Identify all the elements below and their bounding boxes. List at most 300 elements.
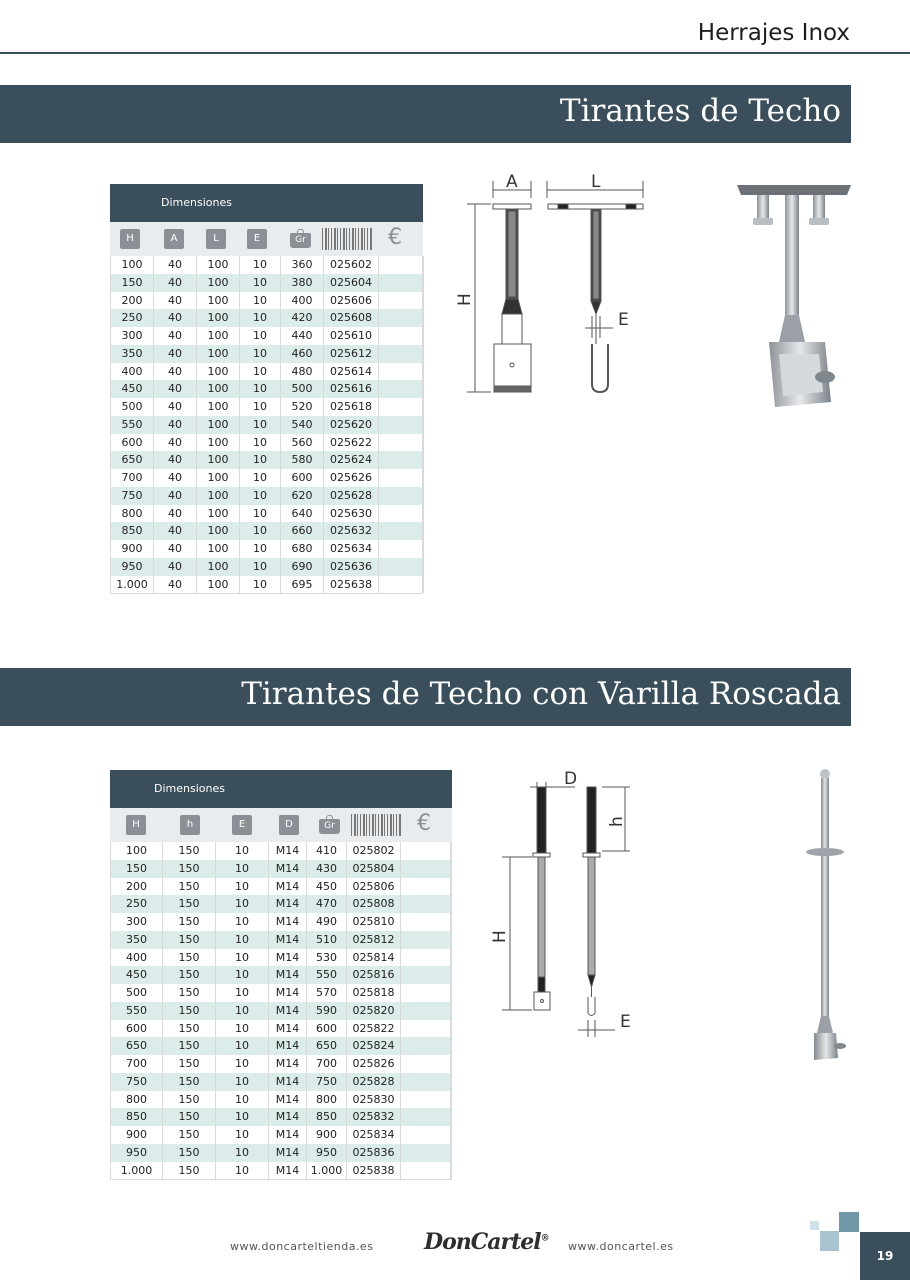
table-cell: 10 (216, 878, 269, 896)
table-cell: 10 (240, 398, 281, 416)
table-row (111, 984, 451, 1002)
price-cell (379, 451, 424, 469)
table-cell: 10 (240, 558, 281, 576)
table-cell: 40 (154, 505, 197, 523)
table-cell: M14 (269, 913, 307, 931)
section-banner-1 (0, 85, 851, 143)
table-cell: 470 (307, 895, 347, 913)
table-row (111, 1126, 451, 1144)
table-row (111, 878, 451, 896)
table-cell: 150 (163, 931, 216, 949)
table-cell: 025820 (347, 1002, 401, 1020)
table-cell: 40 (154, 416, 197, 434)
table-cell: M14 (269, 931, 307, 949)
table-cell: 025606 (324, 292, 379, 310)
table-cell: 550 (111, 416, 154, 434)
euro-icon: € (388, 225, 402, 250)
table-row (111, 860, 451, 878)
table-cell: 10 (216, 1108, 269, 1126)
table-cell: 10 (216, 1020, 269, 1038)
table-cell: M14 (269, 895, 307, 913)
table-cell: 10 (240, 309, 281, 327)
table-row (111, 1037, 451, 1055)
table-cell: 650 (111, 1037, 163, 1055)
table-row (111, 416, 422, 434)
table-cell: 600 (281, 469, 324, 487)
table-cell: 660 (281, 522, 324, 540)
table-cell: 40 (154, 558, 197, 576)
table-cell: 530 (307, 949, 347, 967)
price-cell (401, 1091, 451, 1109)
table-cell: 10 (216, 931, 269, 949)
table-cell: 025806 (347, 878, 401, 896)
table-cell: 900 (111, 1126, 163, 1144)
table-cell: M14 (269, 984, 307, 1002)
table-row (111, 469, 422, 487)
table-cell: 500 (111, 398, 154, 416)
price-cell (401, 984, 451, 1002)
table-cell: 10 (240, 345, 281, 363)
decor-square (820, 1231, 839, 1251)
table-cell: M14 (269, 1020, 307, 1038)
table-cell: 025634 (324, 540, 379, 558)
table-cell: 10 (216, 984, 269, 1002)
table-cell: 430 (307, 860, 347, 878)
table-cell: 100 (197, 416, 240, 434)
euro-icon: € (417, 811, 431, 836)
table-cell: 1.000 (111, 576, 154, 594)
table-cell: 10 (216, 895, 269, 913)
table-cell: 025604 (324, 274, 379, 292)
table-cell: 690 (281, 558, 324, 576)
table-cell: 025626 (324, 469, 379, 487)
table-cell: 10 (216, 1126, 269, 1144)
table-cell: 10 (216, 1162, 269, 1180)
table-row (111, 1073, 451, 1091)
table-cell: 025622 (324, 434, 379, 452)
dimension-label-h-small: h (607, 816, 627, 827)
column-icons-row (110, 808, 452, 842)
table-cell: 025624 (324, 451, 379, 469)
table-cell: 025636 (324, 558, 379, 576)
table-cell: 100 (111, 842, 163, 860)
table-cell: 10 (240, 451, 281, 469)
price-cell (379, 398, 424, 416)
table-cell: 100 (197, 274, 240, 292)
table-row (111, 1144, 451, 1162)
table-row (111, 309, 422, 327)
table-cell: 700 (111, 469, 154, 487)
table-row (111, 380, 422, 398)
table-cell: 025612 (324, 345, 379, 363)
table-cell: 500 (111, 984, 163, 1002)
table-cell: 025834 (347, 1126, 401, 1144)
price-cell (401, 1020, 451, 1038)
table-cell: 40 (154, 292, 197, 310)
table-cell: M14 (269, 1162, 307, 1180)
footer-link-tienda[interactable]: www.doncarteltienda.es (230, 1240, 374, 1253)
table-cell: 150 (163, 1002, 216, 1020)
table-row (111, 327, 422, 345)
table-row (111, 931, 451, 949)
table-cell: 600 (307, 1020, 347, 1038)
table-cell: 025614 (324, 363, 379, 381)
table-row (111, 1162, 451, 1180)
table-cell: 100 (197, 256, 240, 274)
table-cell: 025610 (324, 327, 379, 345)
table-cell: 40 (154, 469, 197, 487)
dimension-label-d: D (564, 769, 578, 789)
price-cell (379, 309, 424, 327)
table-cell: 100 (197, 309, 240, 327)
table-cell: 100 (111, 256, 154, 274)
table-cell: 100 (197, 327, 240, 345)
table-cell: 410 (307, 842, 347, 860)
column-icon-e: E (247, 229, 267, 249)
price-cell (401, 1144, 451, 1162)
table-cell: 025832 (347, 1108, 401, 1126)
table-row (111, 505, 422, 523)
table-cell: 150 (163, 1073, 216, 1091)
table-cell: 025628 (324, 487, 379, 505)
dimension-label-h: H (455, 293, 475, 306)
price-cell (379, 416, 424, 434)
table-row (111, 1020, 451, 1038)
table-cell: 100 (197, 363, 240, 381)
table-cell: 150 (163, 1055, 216, 1073)
table-cell: 950 (307, 1144, 347, 1162)
column-icon-h: H (120, 229, 140, 249)
table-cell: 025618 (324, 398, 379, 416)
table-cell: 950 (111, 558, 154, 576)
table-cell: 800 (111, 1091, 163, 1109)
technical-drawing-2 (490, 765, 645, 1045)
table-cell: 850 (111, 522, 154, 540)
table-cell: 10 (216, 1144, 269, 1162)
dimension-label-h: H (490, 930, 510, 943)
table-cell: 640 (281, 505, 324, 523)
table-cell: 025630 (324, 505, 379, 523)
table-cell: 800 (111, 505, 154, 523)
table-cell: 100 (197, 434, 240, 452)
table-cell: 10 (240, 292, 281, 310)
price-cell (401, 1002, 451, 1020)
table-cell: M14 (269, 966, 307, 984)
table-cell: 650 (307, 1037, 347, 1055)
table-cell: 10 (216, 1073, 269, 1091)
price-cell (379, 576, 424, 594)
table-cell: 100 (197, 487, 240, 505)
table-cell: 420 (281, 309, 324, 327)
table-cell: 560 (281, 434, 324, 452)
table-cell: 150 (163, 1126, 216, 1144)
table-cell: 40 (154, 274, 197, 292)
product-photo-2 (800, 768, 850, 1068)
table-cell: 40 (154, 522, 197, 540)
table-cell: 150 (163, 949, 216, 967)
table-cell: 100 (197, 505, 240, 523)
table-cell: 400 (281, 292, 324, 310)
column-icon-l: L (206, 229, 226, 249)
table-row (111, 540, 422, 558)
table-row (111, 434, 422, 452)
price-cell (379, 327, 424, 345)
decor-square (810, 1221, 819, 1230)
table-cell: 40 (154, 327, 197, 345)
table-cell: 40 (154, 434, 197, 452)
table-cell: 150 (163, 1108, 216, 1126)
table-cell: 750 (111, 1073, 163, 1091)
table-cell: 40 (154, 451, 197, 469)
table-cell: M14 (269, 878, 307, 896)
table-cell: 450 (307, 878, 347, 896)
table-cell: 150 (163, 984, 216, 1002)
table-cell: M14 (269, 1108, 307, 1126)
price-cell (379, 522, 424, 540)
table-cell: 10 (216, 842, 269, 860)
price-cell (401, 1037, 451, 1055)
doncartel-logo: DonCartel® (424, 1229, 549, 1255)
table-header (110, 184, 423, 222)
table-cell: 10 (216, 1002, 269, 1020)
table-cell: M14 (269, 1002, 307, 1020)
table-row (111, 1055, 451, 1073)
table-cell: 025818 (347, 984, 401, 1002)
price-cell (379, 487, 424, 505)
table-cell: 025824 (347, 1037, 401, 1055)
table-cell: 025632 (324, 522, 379, 540)
table-cell: 10 (240, 487, 281, 505)
table-cell: 490 (307, 913, 347, 931)
column-icon-d: D (279, 815, 299, 835)
price-cell (379, 505, 424, 523)
price-cell (379, 434, 424, 452)
table-row (111, 842, 451, 860)
dimension-label-l: L (591, 172, 601, 192)
table-cell: 100 (197, 380, 240, 398)
price-cell (401, 1162, 451, 1180)
table-cell: 250 (111, 895, 163, 913)
table-cell: 200 (111, 878, 163, 896)
table-cell: 900 (111, 540, 154, 558)
dimension-label-e: E (618, 310, 629, 330)
table-cell: 10 (216, 860, 269, 878)
table-cell: 680 (281, 540, 324, 558)
table-cell: 900 (307, 1126, 347, 1144)
price-cell (379, 274, 424, 292)
table-cell: M14 (269, 1037, 307, 1055)
table-cell: 100 (197, 540, 240, 558)
table-cell: 10 (240, 540, 281, 558)
table-cell: 100 (197, 522, 240, 540)
table-cell: 40 (154, 363, 197, 381)
weight-icon: Gr (290, 233, 311, 248)
product-photo-1 (735, 182, 855, 427)
table-row (111, 895, 451, 913)
table-cell: 025830 (347, 1091, 401, 1109)
technical-drawing-1 (455, 168, 655, 403)
table-row (111, 274, 422, 292)
table-cell: 850 (307, 1108, 347, 1126)
table-cell: 10 (240, 274, 281, 292)
table-body (110, 256, 423, 594)
table-cell: 700 (111, 1055, 163, 1073)
table-cell: 950 (111, 1144, 163, 1162)
header-divider (0, 52, 910, 54)
table-cell: 40 (154, 487, 197, 505)
table-cell: 480 (281, 363, 324, 381)
table-cell: 100 (197, 469, 240, 487)
dimensions-table-1 (110, 184, 423, 594)
table-row (111, 558, 422, 576)
table-cell: 10 (240, 576, 281, 594)
table-cell: 510 (307, 931, 347, 949)
table-cell: 250 (111, 309, 154, 327)
table-row (111, 363, 422, 381)
table-cell: 150 (163, 966, 216, 984)
section-banner-2 (0, 668, 851, 726)
table-row (111, 256, 422, 274)
table-cell: 40 (154, 309, 197, 327)
table-cell: 200 (111, 292, 154, 310)
table-cell: 150 (163, 895, 216, 913)
table-cell: 10 (240, 363, 281, 381)
table-row (111, 966, 451, 984)
dimensions-table-2 (110, 770, 452, 1180)
decor-square (839, 1212, 859, 1232)
price-cell (401, 931, 451, 949)
price-cell (401, 949, 451, 967)
table-cell: 100 (197, 292, 240, 310)
section-title: Tirantes de Techo con Varilla Roscada (241, 676, 841, 712)
table-cell: 150 (163, 1037, 216, 1055)
table-row (111, 1108, 451, 1126)
table-cell: M14 (269, 1091, 307, 1109)
table-cell: 025602 (324, 256, 379, 274)
column-icon-e: E (232, 815, 252, 835)
table-row (111, 292, 422, 310)
price-cell (401, 913, 451, 931)
table-cell: 700 (307, 1055, 347, 1073)
dimension-label-e: E (620, 1012, 631, 1032)
table-cell: 550 (111, 1002, 163, 1020)
price-cell (379, 345, 424, 363)
table-cell: 025828 (347, 1073, 401, 1091)
table-cell: 590 (307, 1002, 347, 1020)
price-cell (401, 1108, 451, 1126)
table-row (111, 487, 422, 505)
table-row (111, 949, 451, 967)
table-cell: 100 (197, 558, 240, 576)
table-cell: 600 (111, 434, 154, 452)
table-row (111, 345, 422, 363)
table-cell: 10 (216, 1091, 269, 1109)
footer-link-site[interactable]: www.doncartel.es (568, 1240, 674, 1253)
table-cell: 025814 (347, 949, 401, 967)
table-cell: 570 (307, 984, 347, 1002)
table-cell: 025812 (347, 931, 401, 949)
table-cell: 025810 (347, 913, 401, 931)
price-cell (401, 878, 451, 896)
table-cell: 10 (216, 1055, 269, 1073)
table-header-label: Dimensiones (161, 196, 232, 209)
dimension-label-a: A (506, 172, 518, 192)
table-cell: 025816 (347, 966, 401, 984)
table-header (110, 770, 452, 808)
table-cell: 150 (163, 913, 216, 931)
table-cell: 10 (240, 505, 281, 523)
table-cell: 580 (281, 451, 324, 469)
price-cell (401, 860, 451, 878)
table-cell: 10 (216, 913, 269, 931)
table-cell: 400 (111, 949, 163, 967)
barcode-icon (351, 814, 401, 836)
table-cell: 380 (281, 274, 324, 292)
table-cell: 300 (111, 913, 163, 931)
table-row (111, 398, 422, 416)
table-cell: 10 (216, 966, 269, 984)
table-cell: 10 (240, 416, 281, 434)
table-cell: 025808 (347, 895, 401, 913)
table-cell: 600 (111, 1020, 163, 1038)
table-cell: 400 (111, 363, 154, 381)
table-cell: 025620 (324, 416, 379, 434)
table-row (111, 913, 451, 931)
table-row (111, 522, 422, 540)
table-cell: 10 (240, 380, 281, 398)
price-cell (379, 380, 424, 398)
table-cell: M14 (269, 1055, 307, 1073)
table-row (111, 451, 422, 469)
column-icon-a: A (164, 229, 184, 249)
table-cell: 150 (163, 1144, 216, 1162)
price-cell (401, 966, 451, 984)
table-cell: 440 (281, 327, 324, 345)
table-header-label: Dimensiones (154, 782, 225, 795)
price-cell (379, 292, 424, 310)
table-row (111, 1002, 451, 1020)
column-icon-h-lower: h (180, 815, 200, 835)
price-cell (401, 1126, 451, 1144)
table-body (110, 842, 452, 1180)
table-cell: 025804 (347, 860, 401, 878)
table-cell: 520 (281, 398, 324, 416)
table-cell: 360 (281, 256, 324, 274)
price-cell (379, 363, 424, 381)
page-section-title: Herrajes Inox (697, 20, 850, 46)
table-cell: 150 (111, 274, 154, 292)
price-cell (379, 540, 424, 558)
table-cell: 40 (154, 540, 197, 558)
table-cell: 750 (307, 1073, 347, 1091)
table-cell: 460 (281, 345, 324, 363)
table-cell: 1.000 (307, 1162, 347, 1180)
table-cell: 10 (240, 327, 281, 345)
table-cell: 100 (197, 398, 240, 416)
table-cell: 150 (163, 1162, 216, 1180)
table-cell: 695 (281, 576, 324, 594)
table-cell: 620 (281, 487, 324, 505)
page-number: 19 (860, 1232, 910, 1280)
column-icons-row (110, 222, 423, 256)
table-cell: 40 (154, 256, 197, 274)
table-cell: 10 (240, 434, 281, 452)
table-row (111, 1091, 451, 1109)
table-cell: M14 (269, 949, 307, 967)
table-cell: 750 (111, 487, 154, 505)
table-cell: M14 (269, 860, 307, 878)
price-cell (401, 1073, 451, 1091)
